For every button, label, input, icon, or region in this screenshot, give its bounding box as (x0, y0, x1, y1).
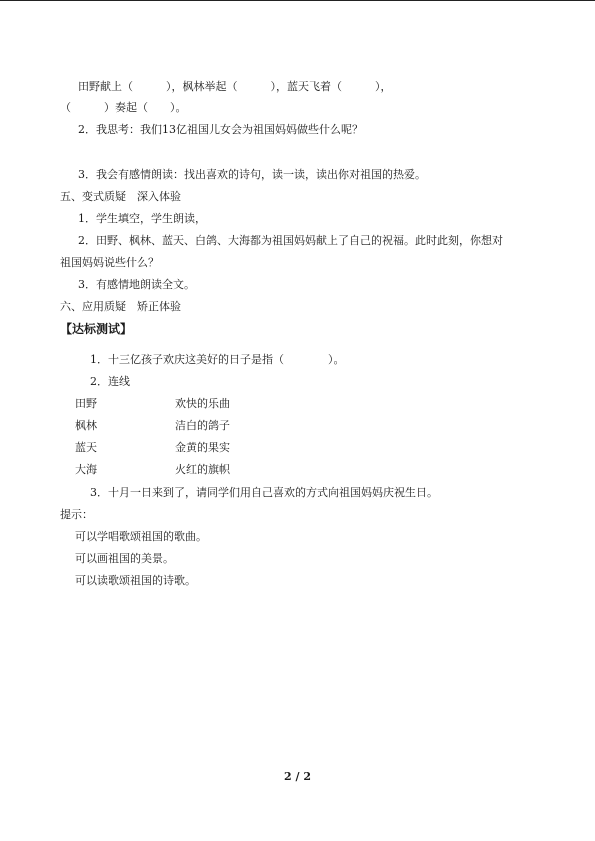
hint-item-1: 可以学唱歌颂祖国的歌曲。 (75, 530, 207, 543)
match-right-2: 洁白的鸽子 (175, 419, 230, 432)
hint-item-2: 可以画祖国的美景。 (75, 552, 174, 565)
section-5-item-2-cont: 祖国妈妈说些什么？ (60, 256, 159, 269)
top-border-line (0, 0, 595, 1)
match-left-4: 大海 (75, 463, 97, 476)
test-section-title: 【达标测试】 (60, 322, 133, 336)
question-2: 2．我思考：我们13亿祖国儿女会为祖国妈妈做些什么呢？ (78, 123, 363, 136)
match-left-2: 枫林 (75, 419, 97, 432)
match-right-1: 欢快的乐曲 (175, 397, 230, 410)
section-5-heading: 五、变式质疑 深入体验 (60, 190, 181, 203)
hint-item-3: 可以读歌颂祖国的诗歌。 (75, 574, 196, 587)
section-5-item-1: 1．学生填空，学生朗读， (78, 212, 206, 225)
match-right-3: 金黄的果实 (175, 441, 230, 454)
section-5-item-3: 3．有感情地朗读全文。 (78, 278, 195, 291)
hint-label: 提示： (60, 508, 93, 521)
test-question-3: 3．十月一日来到了，请同学们用自己喜欢的方式向祖国妈妈庆祝生日。 (90, 486, 438, 499)
test-question-2: 2．连线 (90, 375, 130, 388)
fill-blank-line-1: 田野献上（ ），枫林举起（ ），蓝天飞着（ ）， (78, 80, 392, 93)
match-left-3: 蓝天 (75, 441, 97, 454)
section-5-item-2: 2．田野、枫林、蓝天、白鸽、大海都为祖国妈妈献上了自己的祝福。此时此刻，你想对 (78, 234, 503, 247)
test-question-1: 1．十三亿孩子欢庆这美好的日子是指（ ）。 (90, 353, 345, 366)
question-3: 3．我会有感情朗读：找出喜欢的诗句，读一读，读出你对祖国的热爱。 (78, 168, 426, 181)
match-right-4: 火红的旗帜 (175, 463, 230, 476)
fill-blank-line-2: （ ）奏起（ ）。 (60, 101, 187, 114)
match-left-1: 田野 (75, 397, 97, 410)
section-6-heading: 六、应用质疑 矫正体验 (60, 300, 181, 313)
page-number: 2 / 2 (284, 770, 311, 783)
